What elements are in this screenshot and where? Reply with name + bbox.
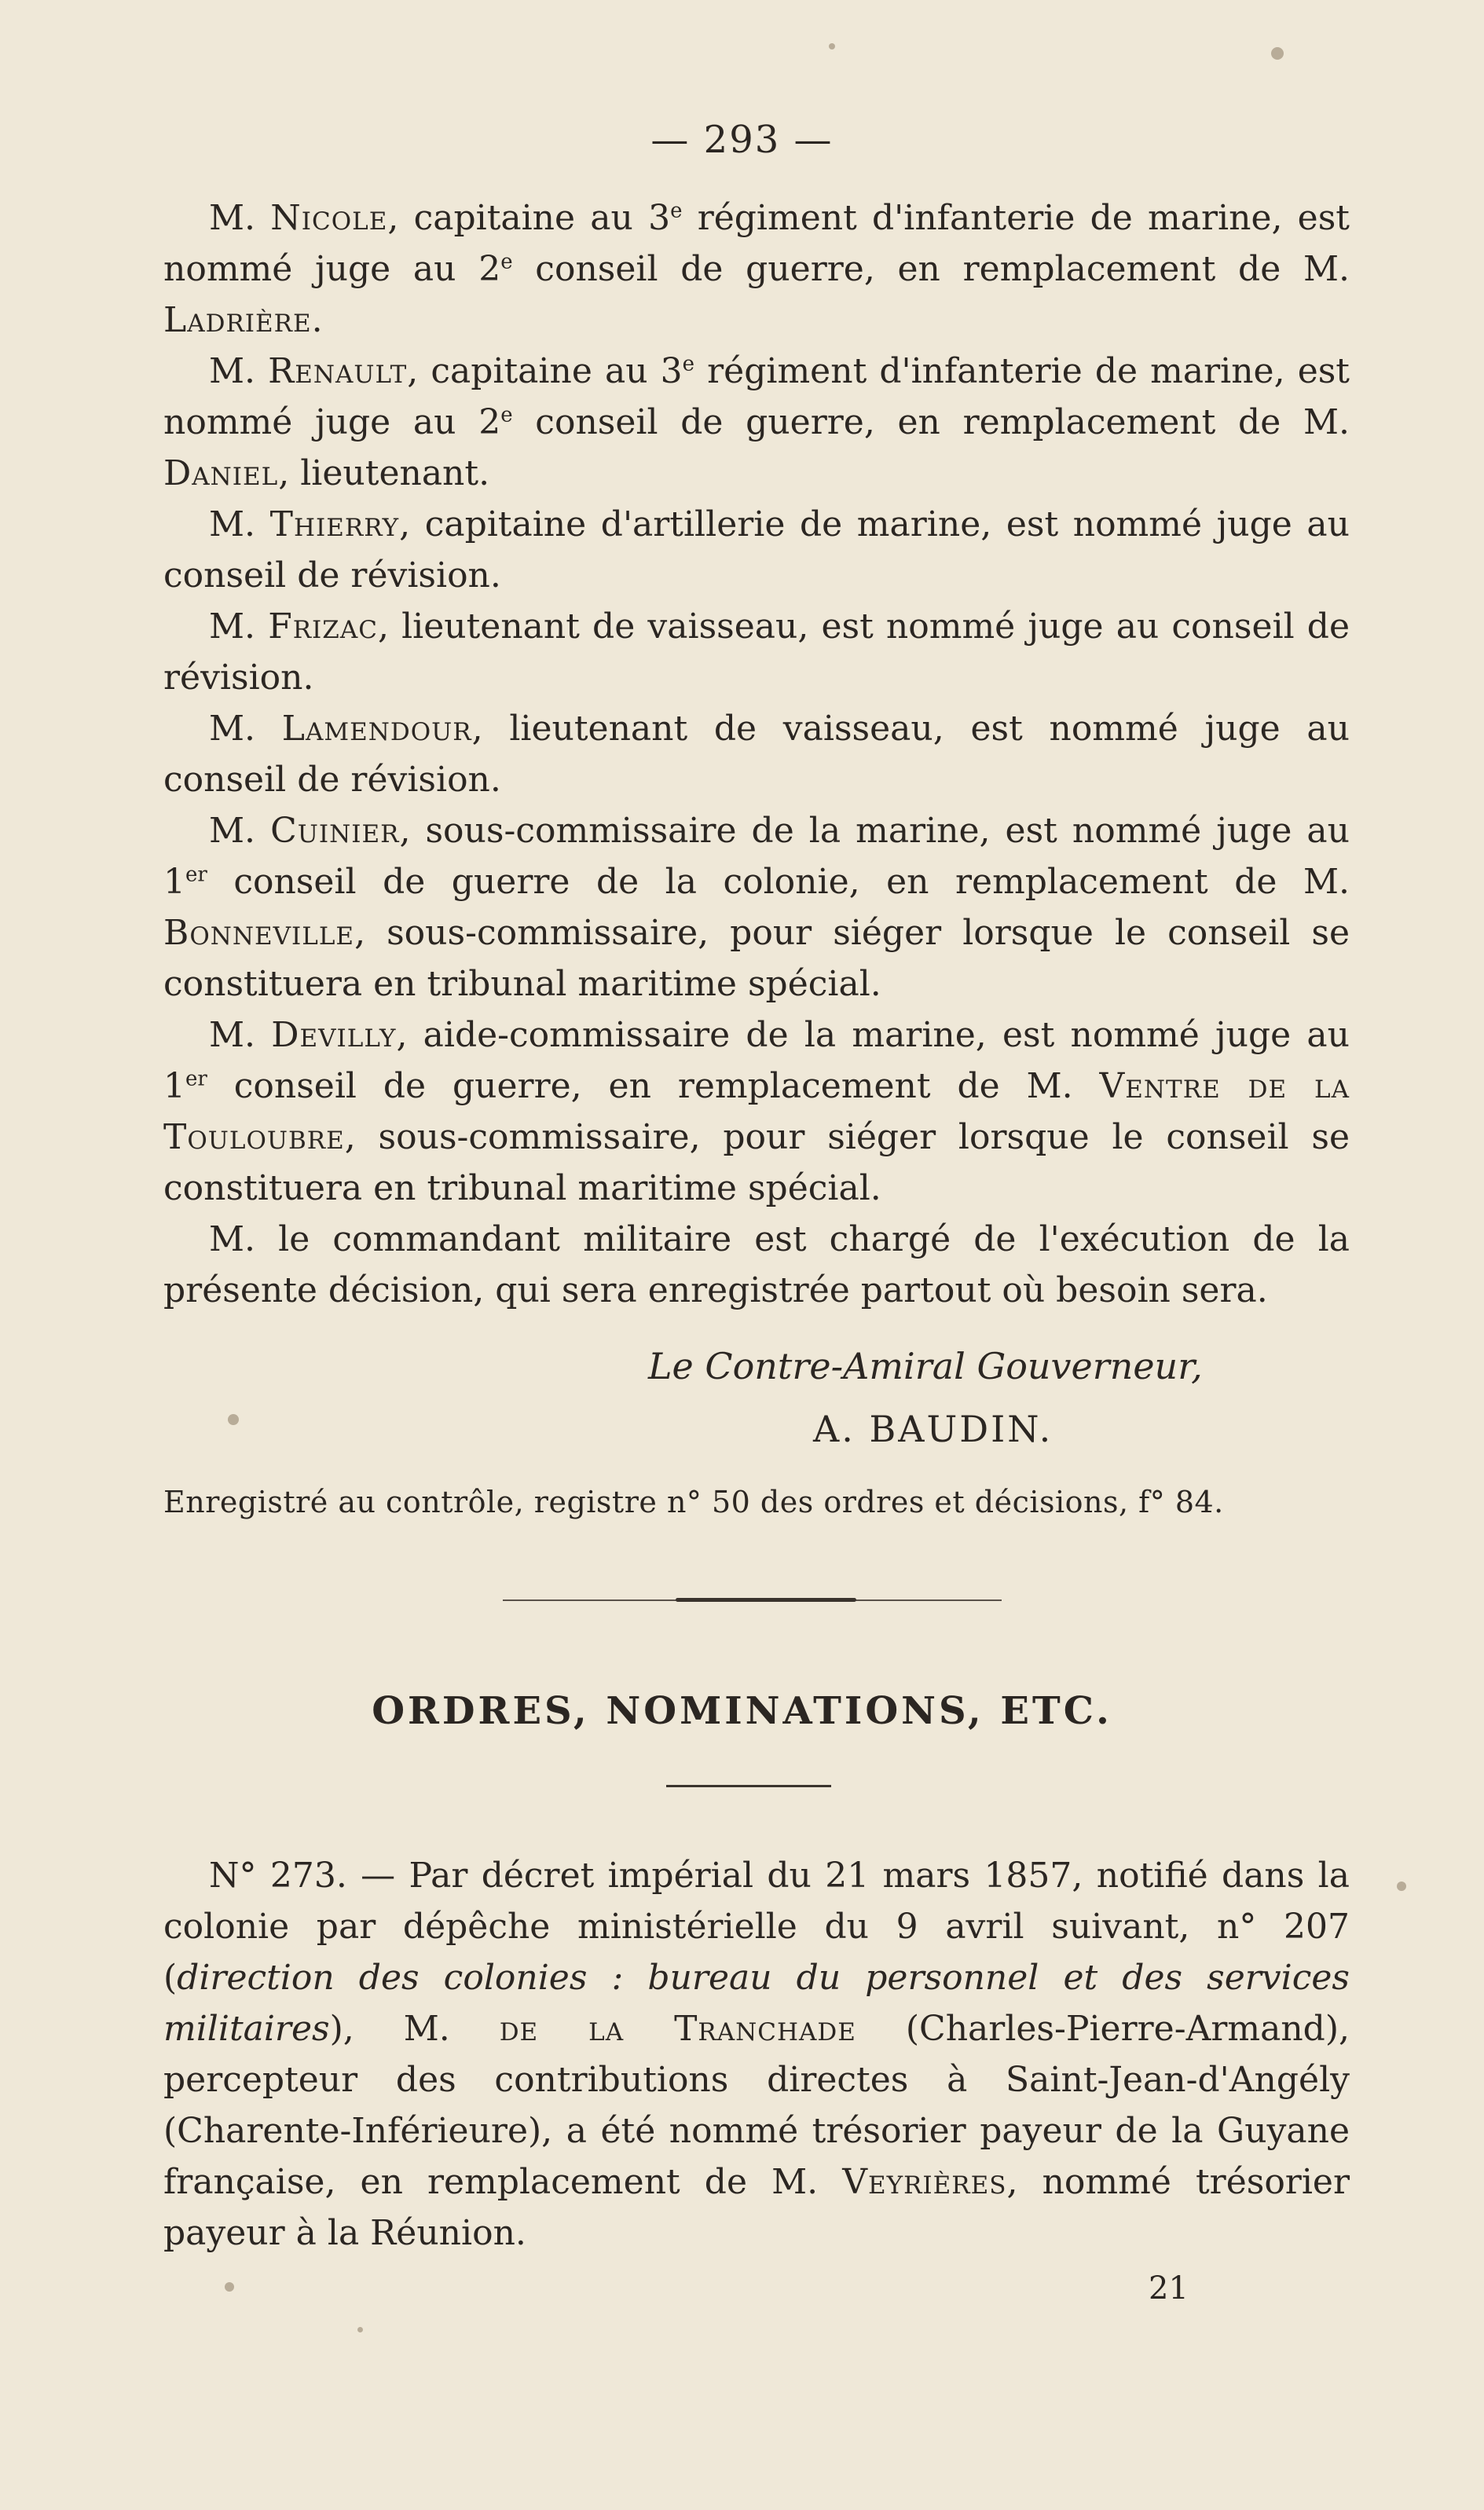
paper-speck <box>1271 47 1284 60</box>
paragraph-lamendour: M. Lamendour, lieutenant de vaisseau, est nommé juge au conseil de révision. <box>163 709 1350 800</box>
signature-name: A. BAUDIN. <box>813 1408 1053 1450</box>
paragraph-thierry: M. Thierry, capitaine d'artillerie de marine, est nommé juge au conseil de révision. <box>163 504 1350 595</box>
paragraph-renault: M. Renault, capitaine au 3e régiment d'infanterie de marine, est nommé juge au 2e conseil de guerre, en remplacement de M. Daniel, lieutenant. <box>163 351 1350 493</box>
section-divider-ornament <box>676 1598 856 1602</box>
decision-body <box>163 192 1350 1316</box>
registry-note: Enregistré au contrôle, registre n° 50 des ordres et décisions, f° 84. <box>163 1485 1224 1519</box>
paragraph-cuinier: M. Cuinier, sous-commissaire de la marine, est nommé juge au 1er conseil de guerre de la colonie, en remplacement de M. Bonneville, sous-commissaire, pour siéger lorsque le conseil se constituera en tribunal maritime spécial. <box>163 811 1350 1004</box>
decree-273 <box>163 1850 1350 2259</box>
decree-paragraph: N° 273. — Par décret impérial du 21 mars 1857, notifié dans la colonie par dépêche ministérielle du 9 avril suivant, n° 207 (direction des colonies : bureau du personnel et des services militaires), M. de la Tranchade (Charles-Pierre-Armand), percepteur des contributions directes à Saint-Jean-d'Angély (Charente-Inférieure), a été nommé trésorier payeur de la Guyane française, en remplacement de M. Veyrières, nommé trésorier payeur à la Réunion. <box>163 1856 1350 2253</box>
paper-speck <box>1397 1882 1406 1891</box>
page-number: — 293 — <box>650 118 834 162</box>
paragraph-devilly: M. Devilly, aide-commissaire de la marine, est nommé juge au 1er conseil de guerre, en remplacement de M. Ventre de la Touloubre, sous-commissaire, pour siéger lorsque le conseil se constituera en tribunal maritime spécial. <box>163 1015 1350 1208</box>
paragraph-frizac: M. Frizac, lieutenant de vaisseau, est nommé juge au conseil de révision. <box>163 606 1350 698</box>
paper-speck <box>829 43 835 49</box>
paragraph-commandant: M. le commandant militaire est chargé de l'exécution de la présente décision, qui sera enregistrée partout où besoin sera. <box>163 1219 1350 1310</box>
signature-title: Le Contre-Amiral Gouverneur, <box>648 1345 1203 1387</box>
paper-speck <box>225 2282 234 2292</box>
paragraph-nicole: M. Nicole, capitaine au 3e régiment d'infanterie de marine, est nommé juge au 2e conseil de guerre, en remplacement de M. Ladrière. <box>163 198 1350 340</box>
paper-speck <box>357 2327 363 2332</box>
signature-mark: 21 <box>1149 2270 1189 2307</box>
paper-speck <box>228 1414 239 1425</box>
section-title: ORDRES, NOMINATIONS, ETC. <box>372 1689 1112 1733</box>
title-underline <box>666 1785 831 1787</box>
